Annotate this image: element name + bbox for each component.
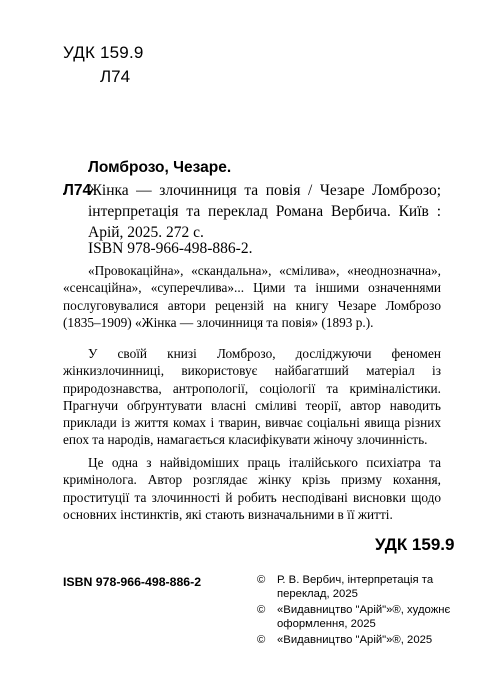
reviews-note: «Провокаційна», «скандальна», «смілива», «неоднозначна», «сенсаційна», «суперечлива»... Цими та іншими означеннями послуговувалися автори рецензій на книгу Чезаре Ломброзо (1835–1909) «Жінка — злочинниця та повія» (1893 р.). bbox=[63, 263, 441, 330]
isbn-bottom: ISBN 978-966-498-886-2 bbox=[63, 575, 202, 589]
author-code-top: Л74 bbox=[100, 67, 131, 86]
udk-top: УДК 159.9 bbox=[63, 43, 144, 62]
copyright-publisher bbox=[257, 634, 457, 648]
copyright-publisher-text: «Видавництво "Арій"»®, 2025 bbox=[277, 634, 433, 647]
bibliographic-record: Жінка — злочинниця та повія / Чезаре Ломброзо; інтерпретація та переклад Романа Вербича. Київ : Арій, 2025. 272 с. bbox=[88, 182, 441, 241]
copyright-translation bbox=[257, 574, 457, 601]
author-heading: Ломброзо, Чезаре. bbox=[88, 159, 232, 176]
copyright-sign: © bbox=[257, 604, 266, 617]
copyright-translation-text: Р. В. Вербич, інтерпретація та переклад, 2025 bbox=[277, 574, 434, 600]
annotation-paragraph-1: У своїй книзі Ломброзо, досліджуючи феномен жінкизлочинниці, використовує найбагатший матеріал із природознавства, антропології, соціології та криміналістики. Прагнучи обґрунтувати власні сміливі теорії, автор наводить приклади із життя комах і тварин, вивчає соціальні явища різних епох та народів, намагається класифікувати жіночу злочинність. bbox=[63, 346, 441, 448]
udk-bottom: УДК 159.9 bbox=[375, 535, 455, 554]
author-code-side: Л74 bbox=[63, 182, 92, 199]
copyright-sign: © bbox=[257, 574, 266, 586]
copyright-sign: © bbox=[257, 634, 266, 647]
annotation-paragraph-2: Це одна з найвідоміших праць італійського психіатра та кримінолога. Автор розглядає жінку крізь призму кохання, проституції та злочинності й робить несподівані висновки щодо основних інстинктів, які стають визначальними в її житті. bbox=[63, 455, 441, 522]
record-isbn: ISBN 978-966-498-886-2. bbox=[88, 240, 253, 257]
copyright-design bbox=[257, 604, 457, 631]
copyright-design-text: «Видавництво "Арій"»®, художнє оформлення, 2025 bbox=[277, 604, 451, 630]
copyright-block bbox=[257, 574, 457, 651]
